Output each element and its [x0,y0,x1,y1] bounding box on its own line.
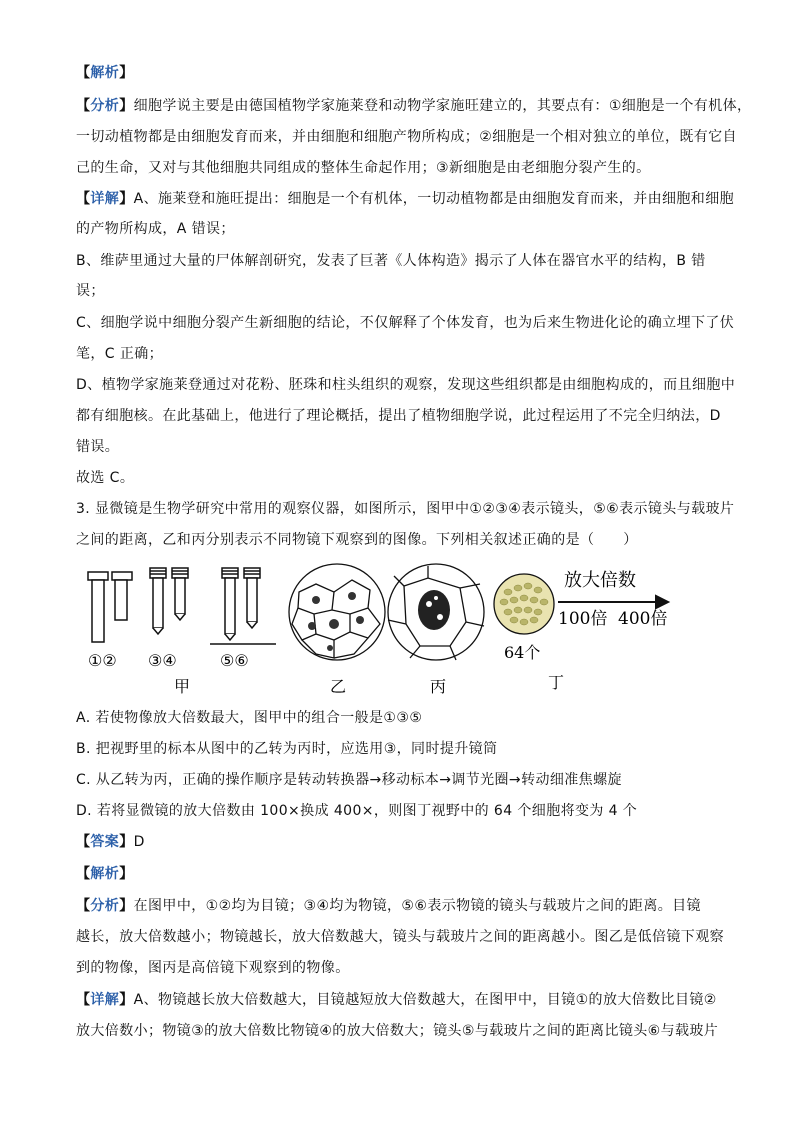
tag-label: 详解 [90,191,120,207]
magnify-title: 放大倍数 [564,570,636,591]
view-ding [494,574,554,634]
option-a: A. 若使物像放大倍数最大，图甲中的组合一般是①③⑤ [76,710,423,726]
text-line: 【详解】A、施莱登和施旺提出：细胞是一个有机体，一切动植物都是由细胞发育而来，并由细胞和细胞 [76,191,734,207]
section-heading: 【解析】 [76,866,134,882]
text-line: D、植物学家施莱登通过对花粉、胚珠和柱头组织的观察，发现这些组织都是由细胞构成的，而且细胞中 [76,377,736,393]
text-line: 到的物像，图丙是高倍镜下观察到的物像。 [76,960,350,976]
text-line: 放大倍数小；物镜③的放大倍数比物镜④的放大倍数大；镜头⑤与载玻片之间的距离比镜头⑥与载玻片 [76,1023,719,1039]
yi-nuclei [308,592,364,651]
text-line: 【分析】细胞学说主要是由德国植物学家施莱登和动物学家施旺建立的，其要点有：①细胞是一个有机体， [76,98,752,114]
tag-label: 分析 [90,98,120,114]
text-line: 一切动植物都是由细胞发育而来，并由细胞和细胞产物所构成；②细胞是一个相对独立的单位，既有它自 [76,129,737,145]
mag-low: 100倍 [558,609,608,629]
text-line: 都有细胞核。在此基础上，他进行了理论概括，提出了植物细胞学说，此过程运用了不完全归纳法，D [76,408,721,424]
answer-line: 【答案】D [76,834,145,850]
option-d: D. 若将显微镜的放大倍数由 100×换成 400×，则图丁视野中的 64 个细胞将变为 4 个 [76,803,638,819]
label-yi: 乙 [330,677,347,696]
label-ding: 丁 [548,673,565,692]
text-line: C、细胞学说中细胞分裂产生新细胞的结论，不仅解释了个体发育，也为后来生物进化论的确立埋下了伏 [76,315,735,331]
text-line: B、维萨里通过大量的尸体解剖研究，发表了巨著《人体构造》揭示了人体在器官水平的结构，B 错 [76,253,706,269]
magnify-arrow [558,596,668,608]
cell-count: 64个 [504,643,541,662]
label-bing: 丙 [430,677,447,696]
text-line: 笔，C 正确； [76,346,164,362]
answer-value: D [133,834,145,850]
objective-slide-distance [210,568,276,644]
bing-nucleus [418,590,450,630]
tag-label: 分析 [90,898,120,914]
label-12: ①② [88,651,117,670]
text-line: 错误。 [76,439,120,455]
text-line: 故选 C。 [76,470,135,486]
text-line: 己的生命，又对与其他细胞共同组成的整体生命起作用；③新细胞是由老细胞分裂产生的。 [76,160,651,176]
text-line: 【详解】A、物镜越长放大倍数越大，目镜越短放大倍数越大，在图甲中，目镜①的放大倍数比目镜② [76,992,717,1008]
section-heading: 【解析】 [76,65,134,81]
text-line: 的产物所构成，A 错误； [76,221,235,237]
label-56: ⑤⑥ [220,651,249,670]
label-34: ③④ [148,651,177,670]
line-text: A、施莱登和施旺提出：细胞是一个有机体，一切动植物都是由细胞发育而来，并由细胞和细胞 [133,191,734,207]
question-stem: 3. 显微镜是生物学研究中常用的观察仪器，如图所示，图甲中①②③④表示镜头，⑤⑥表示镜头与载玻片 [76,501,735,517]
objective-lenses [150,568,188,634]
tag-label: 详解 [90,992,120,1008]
option-c: C. 从乙转为丙，正确的操作顺序是转动转换器→移动标本→调节光圈→转动细准焦螺旋 [76,772,622,788]
line-text: 在图甲中，①②均为目镜；③④均为物镜，⑤⑥表示物镜的镜头与载玻片之间的距离。目镜 [133,898,701,914]
heading-label: 解析 [90,866,120,882]
eyepiece-lenses [88,572,132,642]
line-text: 细胞学说主要是由德国植物学家施莱登和动物学家施旺建立的，其要点有：①细胞是一个有机体， [133,98,752,114]
view-yi [289,564,385,660]
label-jia: 甲 [174,677,191,696]
answer-label: 答案 [90,834,120,850]
question-stem: 之间的距离，乙和丙分别表示不同物镜下观察到的图像。下列相关叙述正确的是（ ） [76,532,638,548]
option-b: B. 把视野里的标本从图中的乙转为丙时，应选用③，同时提升镜筒 [76,741,498,757]
heading-label: 解析 [90,65,120,81]
text-line: 越长，放大倍数越小；物镜越长，放大倍数越大，镜头与载玻片之间的距离越小。图乙是低倍镜下观察 [76,929,724,945]
text-line: 误； [76,283,105,299]
line-text: A、物镜越长放大倍数越大，目镜越短放大倍数越大，在图甲中，目镜①的放大倍数比目镜② [133,992,717,1008]
microscope-figure [84,562,684,702]
mag-high: 400倍 [618,609,668,629]
text-line: 【分析】在图甲中，①②均为目镜；③④均为物镜，⑤⑥表示物镜的镜头与载玻片之间的距离。目镜 [76,898,701,914]
